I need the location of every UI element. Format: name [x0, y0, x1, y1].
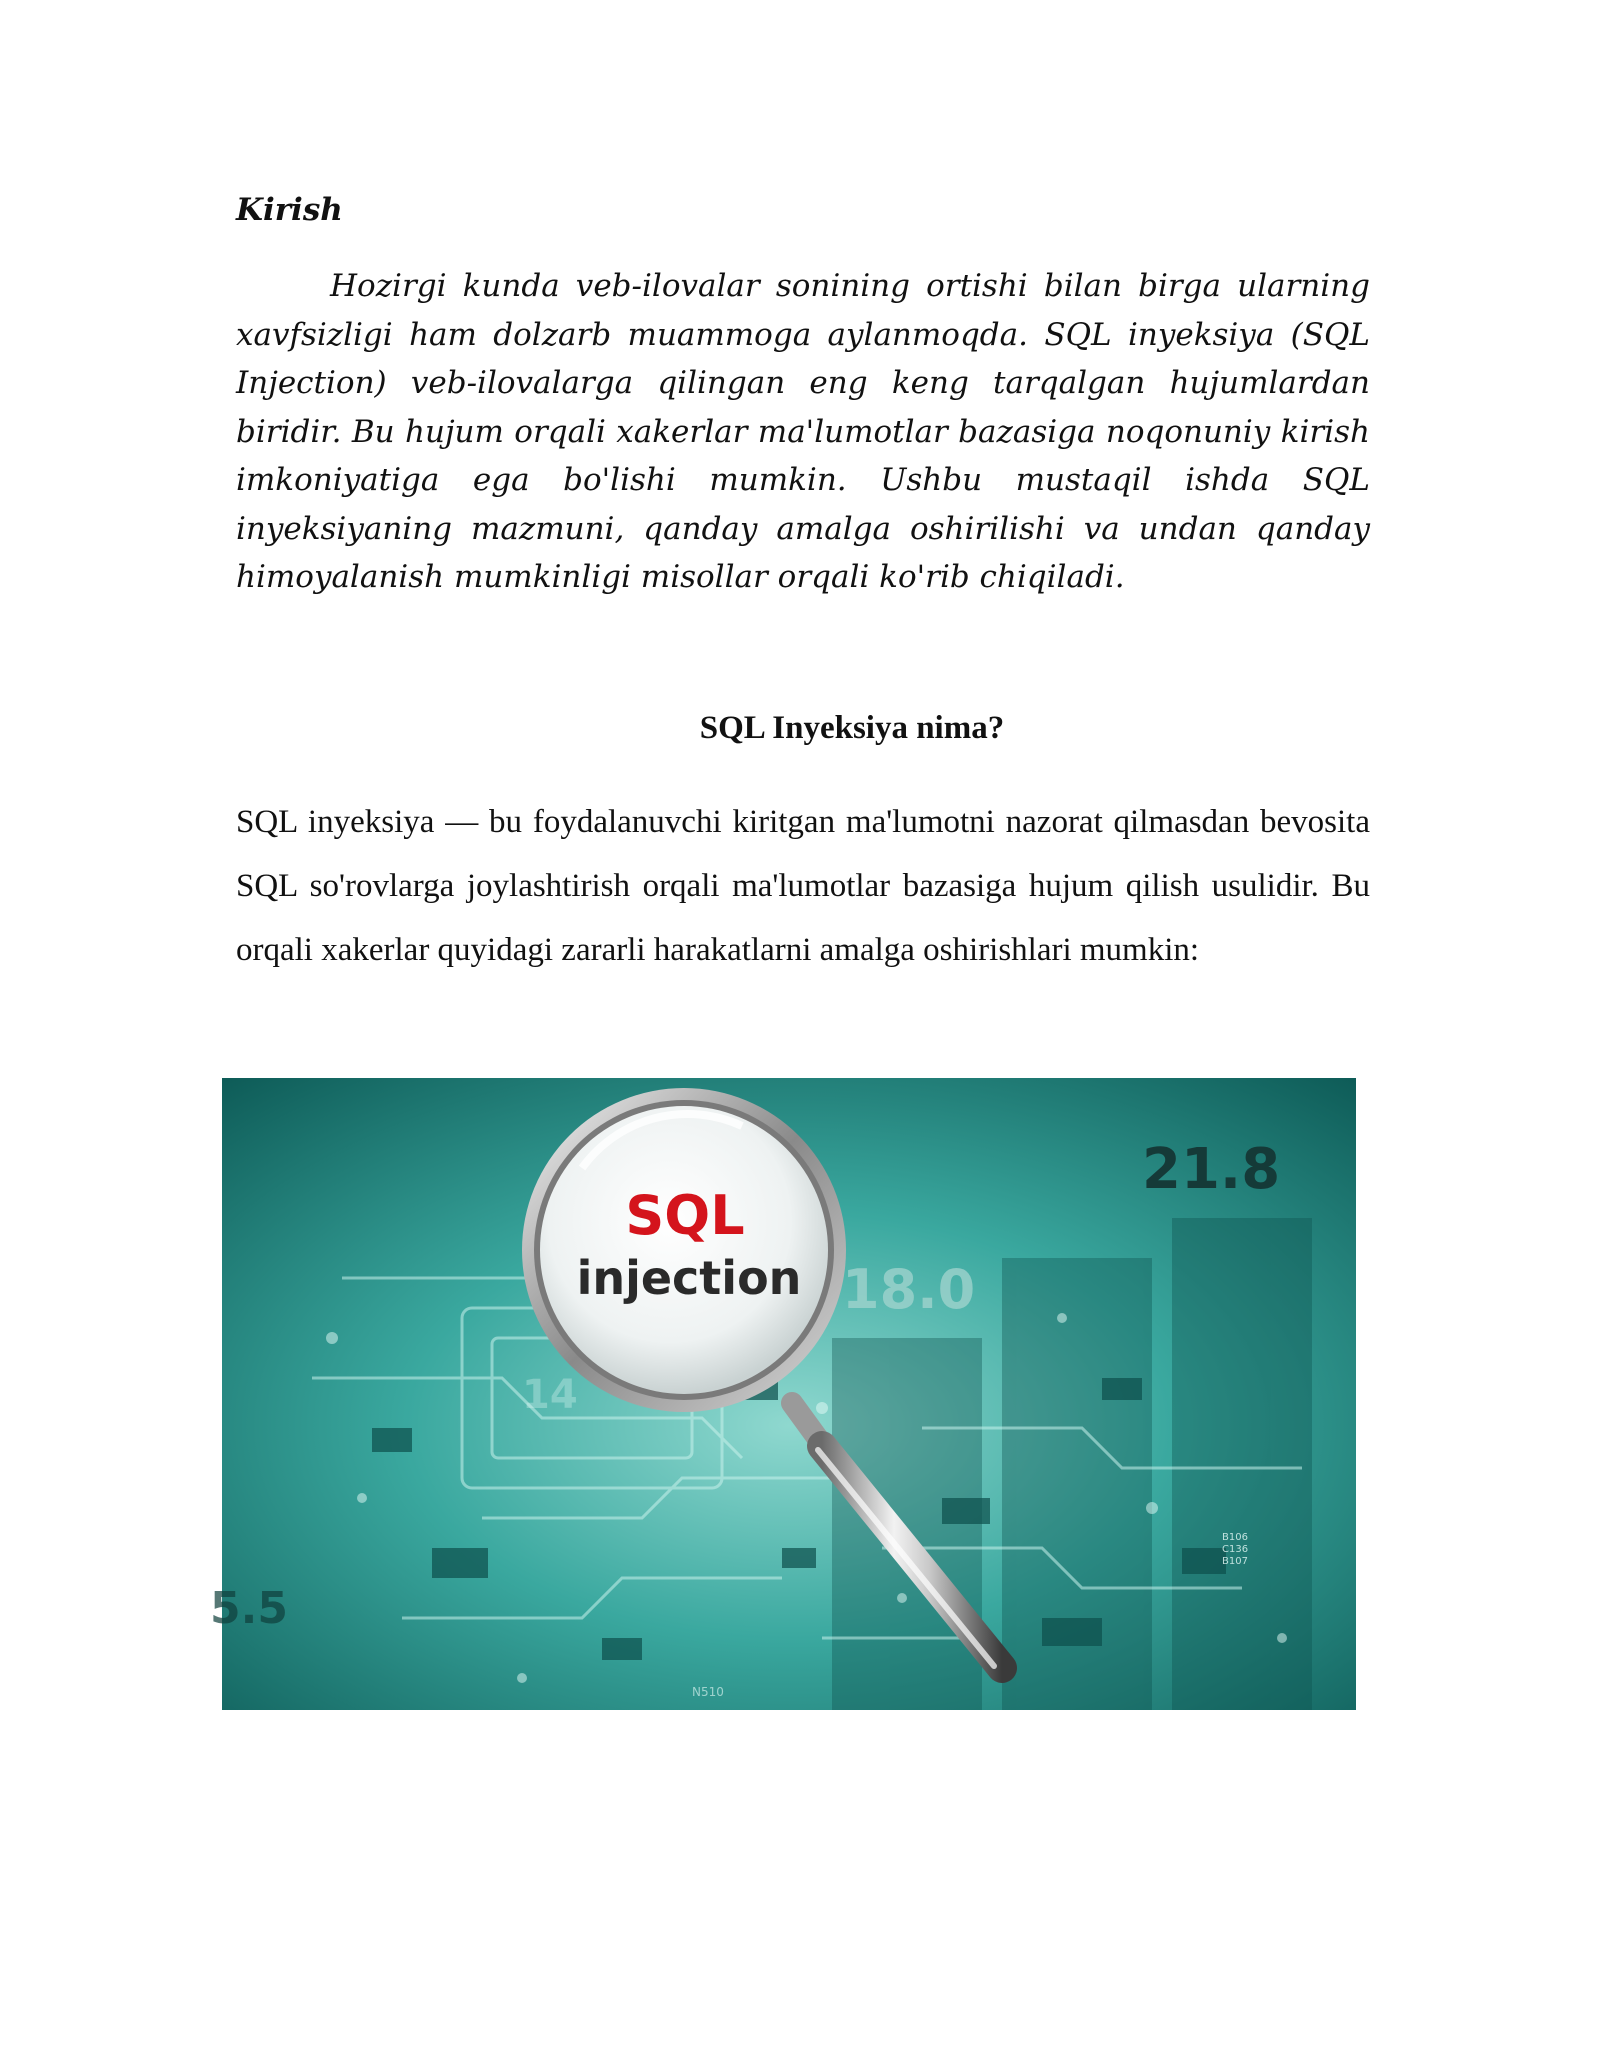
board-label: N510 [692, 1685, 724, 1699]
section-paragraph: SQL inyeksiya — bu foydalanuvchi kiritgan ma'lumotni nazorat qilmasdan bevosita SQL so'rovlarga joylashtirish orqali ma'lumotlar bazasiga hujum qilish usulidir. Bu orqali xakerlar quyidagi zararli harakatlarni amalga oshirishlari mumkin: [236, 804, 1370, 968]
chip-label-2: C136 [1222, 1544, 1249, 1555]
bg-number-3: 5.5 [210, 1583, 288, 1634]
bg-number-1: 21.8 [1142, 1137, 1281, 1202]
bg-number-2: 18.0 [842, 1258, 976, 1321]
lens-word-sql: SQL [625, 1184, 745, 1247]
magnifier-lens [522, 1088, 846, 1412]
chip-label-1: B106 [1222, 1532, 1248, 1543]
lens-word-injection: injection [576, 1251, 802, 1305]
intro-heading: Kirish [236, 192, 343, 228]
sql-injection-illustration [210, 1078, 1356, 1710]
illustration-svg [210, 1078, 1356, 1710]
chip-label-3: B107 [1222, 1556, 1248, 1567]
intro-paragraph: Hozirgi kunda veb-ilovalar sonining ortishi bilan birga ularning xavfsizligi ham dolzarb muammoga aylanmoqda. SQL inyeksiya (SQL Injection) veb-ilovalarga qilingan eng keng tarqalgan hujumlardan biridir. Bu hujum orqali xakerlar ma'lumotlar bazasiga noqonuniy kirish imkoniyatiga ega bo'lishi mumkin. Ushbu mustaqil ishda SQL inyeksiyaning mazmuni, qanday amalga oshirilishi va undan qanday himoyalanish mumkinligi misollar orqali ko'rib chiqiladi. [236, 268, 1370, 595]
bg-number-4: 14 [522, 1372, 578, 1418]
section-title: SQL Inyeksiya nima? [699, 710, 1005, 746]
